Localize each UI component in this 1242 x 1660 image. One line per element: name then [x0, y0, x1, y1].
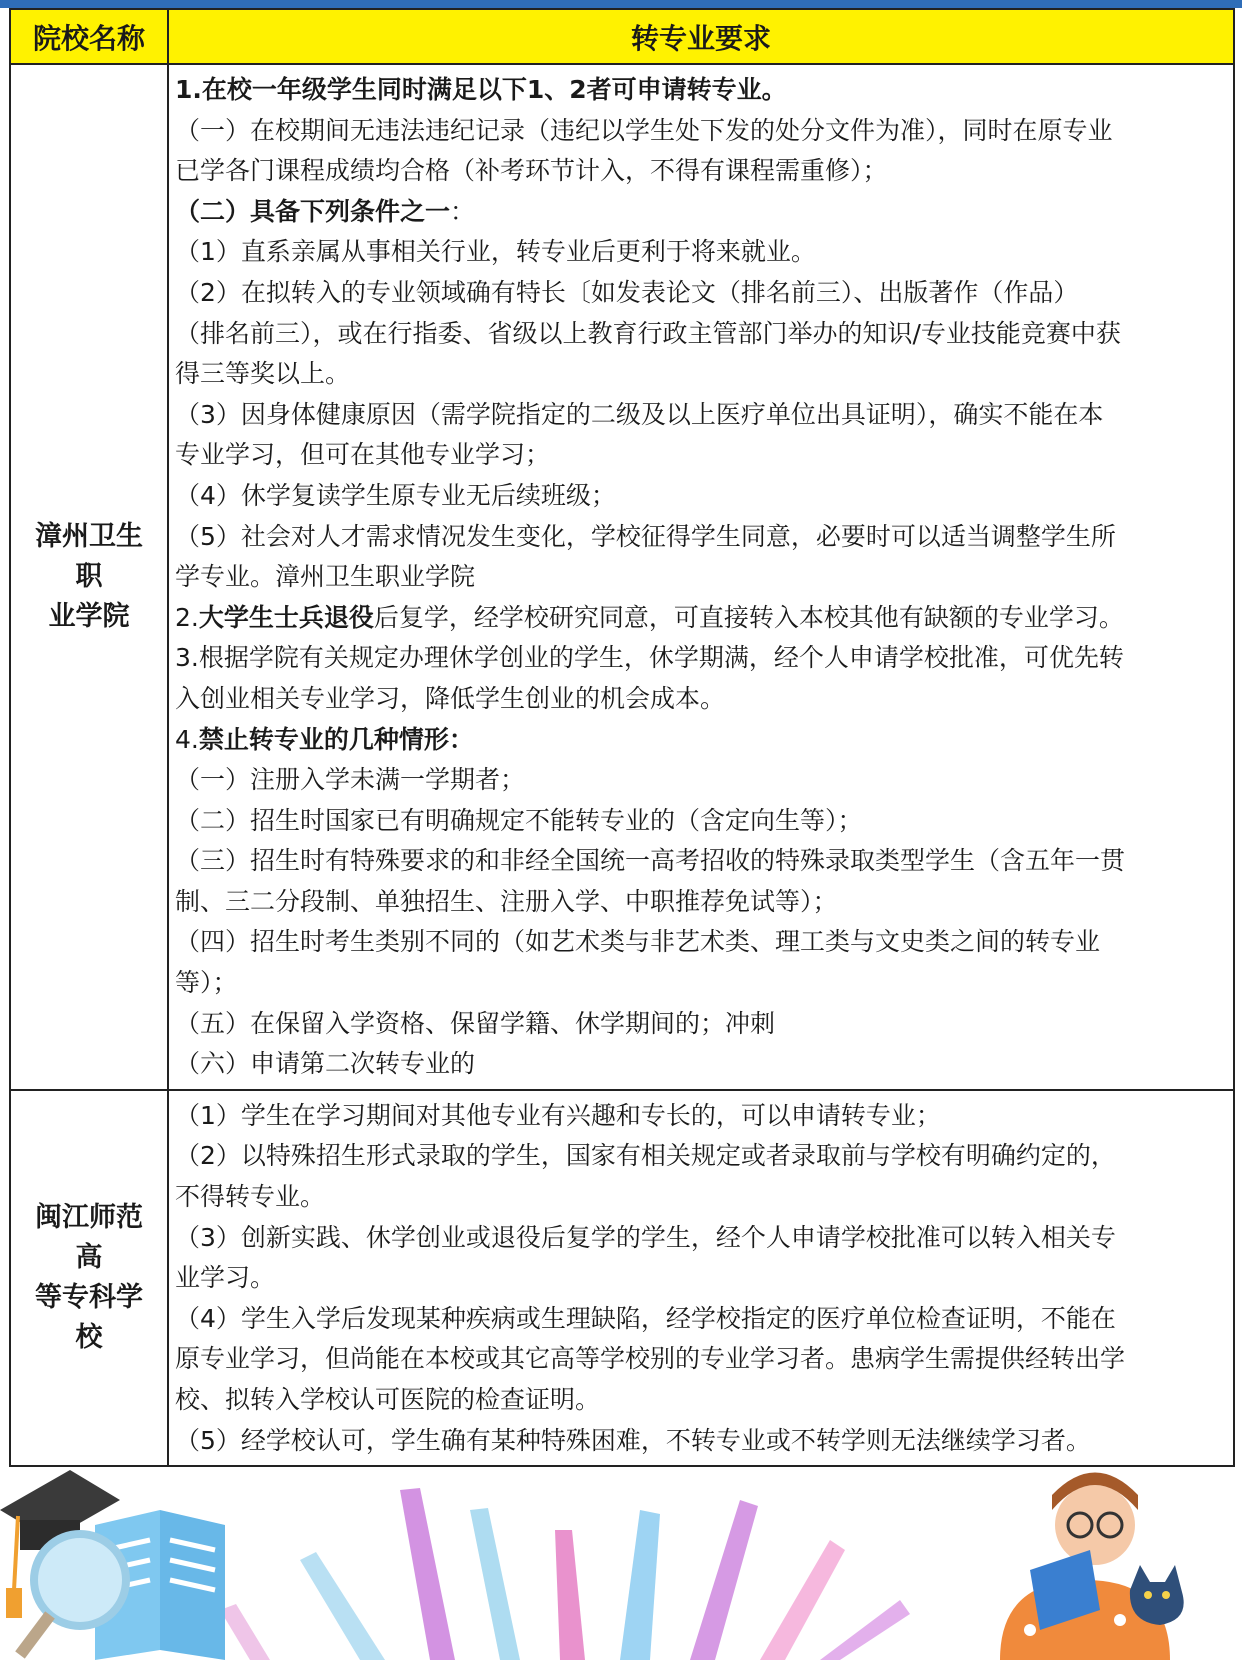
requirement-line [175, 1258, 1227, 1299]
requirements-cell [168, 64, 1234, 1090]
header-school-name: 院校名称 [10, 9, 168, 64]
text-segment: （三）招生时有特殊要求的和非经全国统一高考招收的特殊录取类型学生（含五年一贯 [175, 846, 1126, 876]
text-segment: （3）创新实践、休学创业或退役后复学的学生，经个人申请学校批准可以转入相关专 [175, 1222, 1116, 1252]
table-row [10, 1090, 1234, 1466]
text-segment: 业学习。 [175, 1263, 276, 1293]
text-segment: （一）注册入学未满一学期者； [175, 765, 526, 795]
text-segment: 大学生士兵退役 [198, 602, 374, 632]
requirement-line [175, 720, 1227, 761]
text-segment: 入创业相关专业学习，降低学生创业的机会成本。 [175, 683, 726, 713]
text-segment: 等）； [175, 968, 238, 998]
requirement-line [175, 395, 1227, 436]
requirement-line [175, 1218, 1227, 1259]
requirement-line [175, 476, 1227, 517]
school-name-cell [10, 64, 168, 1090]
text-segment: 原专业学习，但尚能在本校或其它高等学校别的专业学习者。患病学生需提供经转出学 [175, 1344, 1126, 1374]
requirement-line [175, 963, 1227, 1004]
text-segment: （1）直系亲属从事相关行业，转专业后更利于将来就业。 [175, 237, 816, 267]
text-segment: 4. [175, 724, 199, 754]
school-name-line: 闽江师范高 [35, 1202, 143, 1274]
text-segment: （五）在保留入学资格、保留学籍、休学期间的；冲刺 [175, 1008, 776, 1038]
requirement-line [175, 801, 1227, 842]
text-segment: （5）经学校认可，学生确有某种特殊困难，不转专业或不转学则无法继续学习者。 [175, 1425, 1091, 1455]
school-name-line: 漳州卫生职 [35, 520, 143, 592]
requirement-line [175, 598, 1227, 639]
text-segment: ： [450, 196, 476, 226]
header-requirements: 转专业要求 [168, 9, 1234, 64]
requirement-line [175, 111, 1227, 152]
text-segment: （四）招生时考生类别不同的（如艺术类与非艺术类、理工类与文史类之间的转专业 [175, 927, 1101, 957]
requirement-line [175, 1136, 1227, 1177]
text-segment: （2）在拟转入的专业领域确有特长〔如发表论文（排名前三）、出版著作（作品） [175, 277, 1079, 307]
requirement-line [175, 760, 1227, 801]
text-segment: 得三等奖以上。 [175, 359, 351, 389]
requirement-line [175, 882, 1227, 923]
girl-reading-icon [1000, 1473, 1170, 1660]
text-segment: 2. [175, 602, 199, 632]
text-segment: 1.在校一年级学生同时满足以下1、2者可申请转专业。 [175, 75, 787, 104]
requirement-line [175, 70, 1227, 111]
requirements-cell [168, 1090, 1234, 1466]
text-segment: （一）在校期间无违法违纪记录（违纪以学生处下发的处分文件为准），同时在原专业 [175, 115, 1113, 145]
text-segment: （2）以特殊招生形式录取的学生，国家有相关规定或者录取前与学校有明确约定的， [175, 1141, 1116, 1171]
requirement-line [175, 638, 1227, 679]
requirement-line [175, 841, 1227, 882]
requirement-line [175, 314, 1227, 355]
top-accent-bar [0, 0, 1242, 8]
requirement-line [175, 1339, 1227, 1380]
school-name-cell [10, 1090, 168, 1466]
text-segment: 已学各门课程成绩均合格（补考环节计入，不得有课程需重修）； [175, 156, 888, 186]
table-header-row [10, 9, 1234, 64]
requirement-line [175, 192, 1227, 233]
text-segment: 不得转专业。 [175, 1182, 326, 1212]
requirement-line [175, 354, 1227, 395]
requirement-line [175, 1421, 1227, 1462]
text-segment: 学专业。漳州卫生职业学院 [175, 562, 476, 592]
requirement-line [175, 1004, 1227, 1045]
text-segment: 禁止转专业的几种情形： [198, 724, 474, 754]
text-segment: （4）学生入学后发现某种疾病或生理缺陷，经学校指定的医疗单位检查证明，不能在 [175, 1303, 1116, 1333]
requirement-line [175, 1044, 1227, 1085]
requirement-line [175, 1380, 1227, 1421]
text-segment: 专业学习，但可在其他专业学习； [175, 440, 551, 470]
text-segment: （1）学生在学习期间对其他专业有兴趣和专长的，可以申请转专业； [175, 1100, 941, 1130]
confetti-burst-icon [220, 1488, 910, 1660]
school-name-line: 等专科学校 [35, 1282, 143, 1354]
requirement-line [175, 557, 1227, 598]
text-segment: （六）申请第二次转专业的 [175, 1049, 476, 1079]
requirement-line [175, 517, 1227, 558]
text-segment: 3.根据学院有关规定办理休学创业的学生，休学期满，经个人申请学校批准，可优先转 [175, 643, 1124, 673]
requirement-line [175, 1177, 1227, 1218]
requirement-line [175, 232, 1227, 273]
text-segment: （二）招生时国家已有明确规定不能转专业的（含定向生等）； [175, 805, 863, 835]
text-segment: 后复学，经学校研究同意，可直接转入本校其他有缺额的专业学习。 [373, 602, 1124, 632]
text-segment: 校、拟转入学校认可医院的检查证明。 [175, 1385, 601, 1414]
transfer-requirements-table [9, 8, 1235, 1467]
requirement-line [175, 679, 1227, 720]
table-row [10, 64, 1234, 1090]
decorative-illustration [0, 1470, 1242, 1660]
requirement-line [175, 1096, 1227, 1137]
requirement-line [175, 273, 1227, 314]
requirement-line [175, 1299, 1227, 1340]
text-segment: （排名前三），或在行指委、省级以上教育行政主管部门举办的知识/专业技能竞赛中获 [175, 318, 1121, 348]
text-segment: （二）具备下列条件之一 [175, 196, 451, 226]
text-segment: （4）休学复读学生原专业无后续班级； [175, 480, 616, 510]
text-segment: （5）社会对人才需求情况发生变化，学校征得学生同意，必要时可以适当调整学生所 [175, 521, 1116, 551]
cat-icon [1130, 1565, 1184, 1625]
requirement-line [175, 151, 1227, 192]
school-name-line: 业学院 [48, 600, 130, 632]
text-segment: （3）因身体健康原因（需学院指定的二级及以上医疗单位出具证明），确实不能在本 [175, 399, 1104, 429]
text-segment: 制、三二分段制、单独招生、注册入学、中职推荐免试等）； [175, 886, 838, 916]
requirement-line [175, 435, 1227, 476]
requirement-line [175, 922, 1227, 963]
